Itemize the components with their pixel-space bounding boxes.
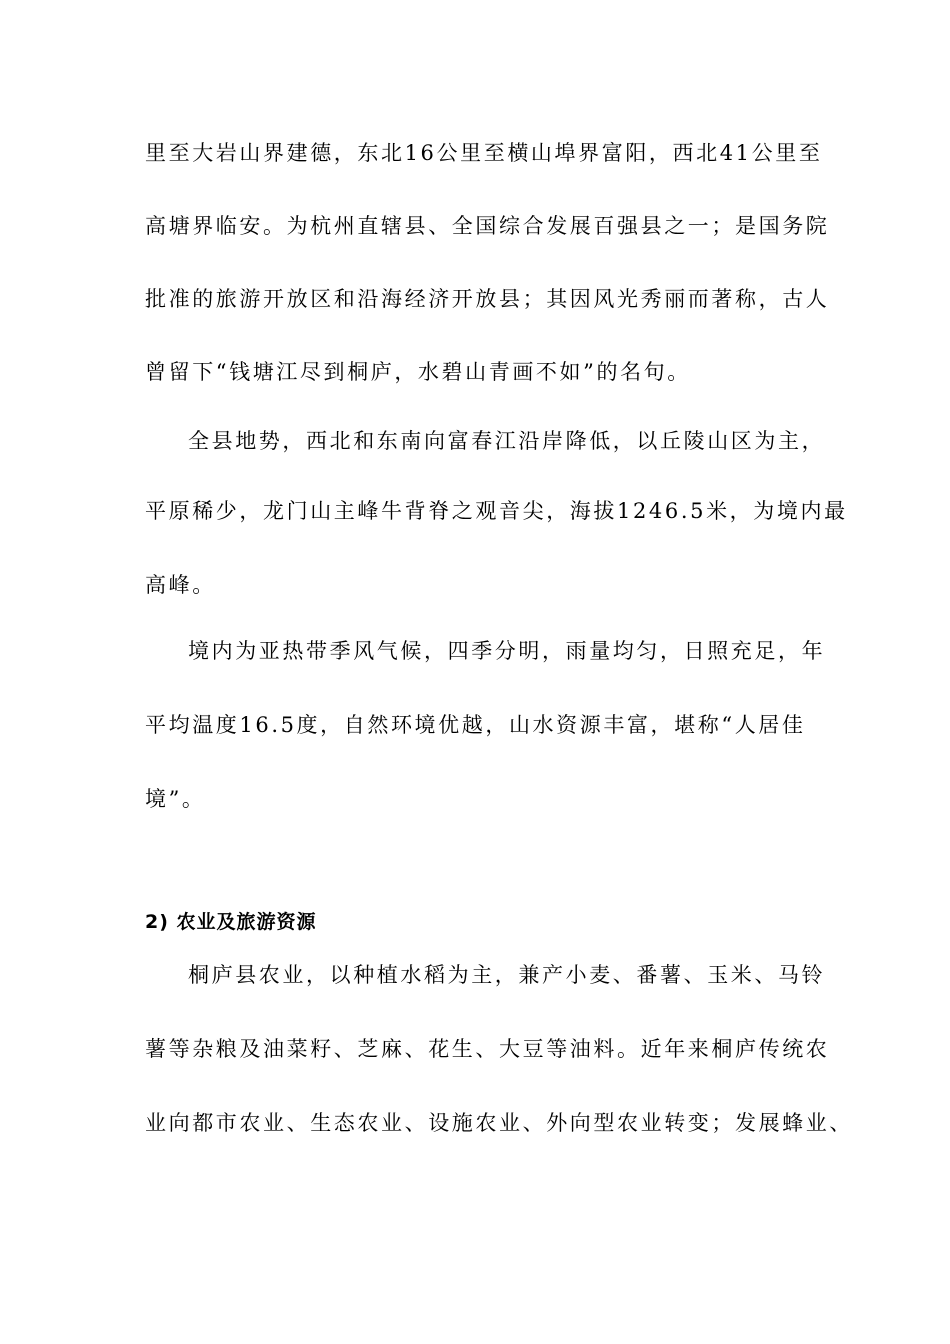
paragraph-2-line-1: 全县地势，西北和东南向富春江沿岸降低，以丘陵山区为主， bbox=[188, 429, 826, 453]
paragraph-2-line-3: 高峰。 bbox=[145, 573, 216, 597]
paragraph-1-line-2: 高塘界临安。为杭州直辖县、全国综合发展百强县之一；是国务院 bbox=[145, 214, 830, 238]
paragraph-2-line-2: 平原稀少，龙门山主峰牛背脊之观音尖，海拔1246.5米，为境内最 bbox=[145, 499, 848, 523]
paragraph-4-line-2: 薯等杂粮及油菜籽、芝麻、花生、大豆等油料。近年来桐庐传统农 bbox=[145, 1037, 830, 1061]
paragraph-4-line-1: 桐庐县农业，以种植水稻为主，兼产小麦、番薯、玉米、马铃 bbox=[188, 963, 826, 987]
section-heading: 2) 农业及旅游资源 bbox=[145, 911, 317, 933]
paragraph-3-line-3: 境”。 bbox=[145, 787, 206, 811]
paragraph-1-line-4: 曾留下“钱塘江尽到桐庐，水碧山青画不如”的名句。 bbox=[145, 360, 691, 384]
paragraph-3-line-2: 平均温度16.5度，自然环境优越，山水资源丰富，堪称“人居佳 bbox=[145, 713, 806, 737]
paragraph-1-line-3: 批准的旅游开放区和沿海经济开放县；其因风光秀丽而著称，古人 bbox=[145, 287, 830, 311]
paragraph-4-line-3: 业向都市农业、生态农业、设施农业、外向型农业转变；发展蜂业、 bbox=[145, 1111, 853, 1135]
paragraph-1-line-1: 里至大岩山界建德，东北16公里至横山埠界富阳，西北41公里至 bbox=[145, 141, 823, 165]
paragraph-3-line-1: 境内为亚热带季风气候，四季分明，雨量均匀，日照充足，年 bbox=[188, 639, 826, 663]
